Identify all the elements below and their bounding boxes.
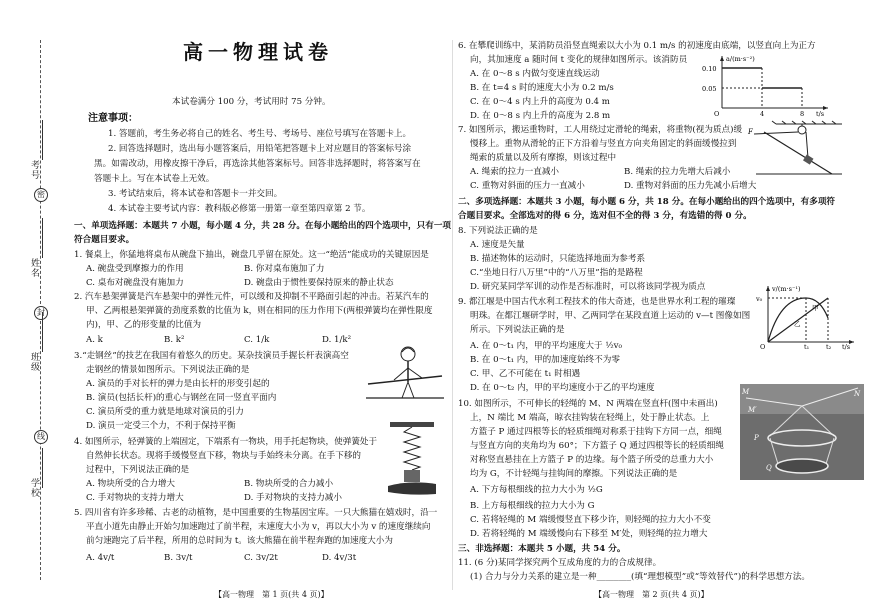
q9-option-b: B. 在 0～t₁ 内，甲的加速度始终不为零: [470, 355, 620, 365]
exam-title: 高一物理试卷: [183, 40, 333, 64]
q7-stem-3: 绳索的质量以及所有摩擦，则该过程中: [470, 153, 617, 163]
q10-stem-6: 均为 G，不计轻绳与挂钩间的摩擦。下列说法正确的是: [470, 469, 678, 479]
q7-option-b: B. 绳索的拉力先增大后减小: [624, 167, 731, 177]
q4-stem-1: 4. 如图所示，轻弹簧的上端固定，下端系有一物块，用手托起物块，使弹簧处于: [74, 437, 378, 447]
q7-option-a: A. 绳索的拉力一直减小: [470, 167, 560, 177]
q9-graph-ylabel: v/(m·s⁻¹): [772, 285, 801, 293]
margin-label-exam-number: 考号: [29, 160, 39, 180]
q6-stem-2: 向，其加速度 a 随时间 t 变化的规律如图所示。该消防员: [470, 55, 688, 65]
q7-option-d: D. 重物对斜面的压力先减小后增大: [624, 181, 757, 191]
q8-stem: 8. 下列说法正确的是: [458, 226, 538, 236]
q9-graph-origin: O: [760, 343, 766, 350]
q10-option-b: B. 上方每根细线的拉力大小为 G: [470, 501, 595, 511]
svg-text:F: F: [748, 128, 753, 136]
photo-label-p: P: [754, 434, 759, 442]
q8-option-d: D. 研究某同学军训的动作是否标准时，可以将该同学视为质点: [470, 282, 706, 292]
q1-stem: 1. 餐桌上，你猛地将桌布从碗盘下抽出，碗盘几乎留在原处。这一“绝活”能成功的关键原因是: [74, 250, 429, 260]
q5-stem-1: 5. 四川省有许多珍稀、古老的动植物，是中国重要的生物基因宝库。一只大熊猫在嬉戏时，沿一: [74, 508, 438, 518]
q7-stem-1: 7. 如图所示，搬运重物时，工人用绕过定滑轮的绳索，将重物(视为质点)缓: [458, 125, 743, 135]
q3-stem-1: 3.“走钢丝”的技艺在我国有着悠久的历史。某杂技演员手握长杆表演高空: [74, 351, 349, 361]
q6-graph-tick-010: 0.10: [702, 65, 717, 73]
q6-graph-origin: O: [714, 110, 720, 118]
q4-option-d: D. 手对物块的支持力减小: [244, 493, 342, 503]
exam-number-blank: [42, 120, 43, 160]
photo-label-m-prime: M′: [748, 406, 757, 414]
margin-label-school: 学校: [29, 478, 39, 498]
q6-graph-tick-8: 8: [800, 110, 805, 118]
q9-option-d: D. 在 0～t₂ 内，甲的平均速度小于乙的平均速度: [470, 383, 655, 393]
section-3-heading: 三、非选择题：本题共 5 小题，共 54 分。: [458, 544, 626, 554]
q10-option-a: A. 下方每根细线的拉力大小为 ½G: [470, 485, 603, 495]
seal-mark-mi: 密: [34, 188, 48, 202]
q5-stem-2: 平直小道先由静止开始匀加速跑过了前半程，末速度大小为 v，再以大小为 v 的速度继续向: [86, 522, 431, 532]
seal-mark-xian: 线: [34, 430, 48, 444]
note-1: 1. 答题前，考生务必将自己的姓名、考生号、考场号、座位号填写在答题卡上。: [108, 129, 412, 139]
q11-part-1: (1) 合力与分力关系的建立是一种________(填“理想模型”或“等效替代”)的科学思想方法。: [470, 572, 810, 582]
name-blank: [42, 218, 43, 258]
q6-acceleration-graph: [702, 52, 834, 118]
note-2-cont2: 答题卡上。写在本试卷上无效。: [94, 174, 215, 184]
note-2-cont: 黑。如需改动，用橡皮擦干净后，再选涂其他答案标号。回答非选择题时，将答案写在: [94, 159, 421, 169]
q8-option-c: C.“坐地日行八万里”中的“八万里”指的是路程: [470, 268, 643, 278]
class-blank: [42, 312, 43, 352]
photo-label-n: N: [854, 390, 861, 398]
page-1-footer: 【高一物理 第 1 页(共 4 页)】: [214, 590, 329, 599]
section-1-heading-cont: 符合题目要求。: [74, 235, 135, 245]
q10-stem-5: 对称竖直悬挂在上方篮子 P 的边缘。每个篮子所受的总重力大小: [470, 455, 714, 465]
q2-stem-3: 内)，甲、乙的形变量的比值为: [86, 320, 202, 330]
q9-option-a: A. 在 0～t₁ 内，甲的平均速度大于 ½v₀: [470, 341, 622, 351]
q1-option-a: A. 碗盘受到摩擦力的作用: [86, 264, 184, 274]
q6-option-d: D. 在 0～8 s 内上升的高度为 2.8 m: [470, 111, 611, 121]
note-2: 2. 回答选择题时，选出每小题答案后，用铅笔把答题卡上对应题目的答案标号涂: [108, 144, 412, 154]
q1-option-c: C. 桌布对碗盘没有施加力: [86, 278, 184, 288]
q9-stem-3: 所示。下列说法正确的是: [470, 325, 565, 335]
school-blank: [42, 448, 43, 488]
binding-margin: [0, 0, 62, 615]
note-3: 3. 考试结束后，将本试卷和答题卡一并交回。: [108, 189, 283, 199]
q6-option-a: A. 在 0～8 s 内做匀变速直线运动: [470, 69, 600, 79]
q9-graph-v0: v₀: [756, 295, 763, 303]
spring-block-figure: [380, 420, 444, 502]
q5-option-d: D. 4v/3t: [322, 553, 357, 563]
page-2-footer: 【高一物理 第 2 页(共 4 页)】: [594, 590, 709, 599]
q9-graph-t2: t₂: [826, 343, 832, 350]
q1-option-d: D. 碗盘由于惯性要保持原来的静止状态: [244, 278, 394, 288]
exam-info: 本试卷满分 100 分，考试用时 75 分钟。: [172, 97, 331, 107]
section-2-heading: 二、多项选择题：本题共 3 小题，每小题 6 分，共 18 分。在每小题给出的四个选项中，有多项符: [458, 197, 836, 207]
q4-stem-3: 过程中，下列说法正确的是: [86, 465, 190, 475]
q9-velocity-graph: [754, 282, 858, 350]
q2-stem-2: 甲、乙两根悬架弹簧的劲度系数的比值为 k，则在相同的压力作用下(两根弹簧均在弹性限度: [86, 306, 433, 316]
q9-graph-t1: t₁: [804, 343, 810, 350]
q4-stem-2: 自然伸长状态。现将手缓慢竖直下移，物块与手始终未分离。在手下移的: [86, 451, 362, 461]
q4-option-b: B. 物块所受的合力减小: [244, 479, 334, 489]
notes-title: 注意事项：: [88, 113, 138, 124]
q6-stem-1: 6. 在攀爬训练中，某消防员沿竖直绳索以大小为 0.1 m/s 的初速度由底端，以竖直向上为正方: [458, 41, 816, 51]
q3-option-b: B. 演员(包括长杆)的重心与钢丝在同一竖直平面内: [86, 393, 277, 403]
margin-label-name: 姓名: [29, 258, 39, 278]
section-2-heading-cont: 合题目要求。全部选对的得 6 分，选对但不全的得 3 分，有选错的得 0 分。: [458, 211, 752, 221]
q3-stem-2: 走钢丝的情景如图所示。下列说法正确的是: [86, 365, 250, 375]
q10-stem-4: 与竖直方向的夹角均为 60°；下方篮子 Q 通过四根等长的轻质细绳: [470, 441, 724, 451]
q9-graph-xlabel: t/s: [842, 343, 851, 350]
q5-option-b: B. 3v/t: [164, 553, 193, 563]
q11-stem: 11. (6 分)某同学探究两个互成角度的力的合成规律。: [458, 558, 662, 568]
q7-option-c: C. 重物对斜面的压力一直减小: [470, 181, 585, 191]
q3-option-d: D. 演员一定受三个力，不利于保持平衡: [86, 421, 236, 431]
margin-label-class: 班级: [29, 352, 39, 372]
page-divider: [452, 40, 453, 590]
q9-graph-jia: 甲: [812, 304, 819, 312]
seal-mark-feng: 封: [34, 306, 48, 320]
q4-option-c: C. 手对物块的支持力增大: [86, 493, 184, 503]
note-4: 4. 本试卷主要考试内容：教科版必修第一册第一章至第四章第 2 节。: [108, 204, 371, 214]
q10-stem-2: 上，N 端比 M 端高，晾衣挂钩装在轻绳上，处于静止状态。上: [470, 413, 710, 423]
q6-graph-xlabel: t/s: [816, 110, 825, 118]
q2-stem-1: 2. 汽车悬架弹簧是汽车悬架中的弹性元件，可以缓和及抑制不平路面引起的冲击。若某汽车的: [74, 292, 429, 302]
q5-option-c: C. 3v/2t: [244, 553, 278, 563]
q3-option-c: C. 演员所受的重力就是地球对演员的引力: [86, 407, 244, 417]
q6-option-b: B. 在 t=4 s 时的速度大小为 0.2 m/s: [470, 83, 614, 93]
q10-option-d: D. 若将轻绳的 M 端缓慢向右下移至 M′处，则轻绳的拉力增大: [470, 529, 708, 539]
q4-option-a: A. 物块所受的合力增大: [86, 479, 176, 489]
section-1-heading: 一、单项选择题：本题共 7 小题，每小题 4 分，共 28 分。在每小题给出的四个选项中，只有一项: [74, 221, 452, 231]
q2-option-c: C. 1/k: [244, 335, 270, 345]
q10-stem-1: 10. 如图所示，不可伸长的轻绳的 M、N 两端在竖直杆(图中未画出): [458, 399, 718, 409]
q2-option-b: B. k²: [164, 335, 185, 345]
q7-stem-2: 慢移上。重物从滑轮的正下方沿着与竖直方向夹角固定的斜面缓慢拉到: [470, 139, 737, 149]
q3-option-a: A. 演员的手对长杆的弹力是由长杆的形变引起的: [86, 379, 270, 389]
pulley-incline-figure: [746, 120, 846, 182]
tightrope-walker-figure: [364, 342, 446, 412]
q6-graph-ylabel: a/(m·s⁻²): [726, 55, 755, 63]
photo-label-q: Q: [766, 464, 772, 472]
q1-option-b: B. 你对桌布施加了力: [244, 264, 325, 274]
photo-label-m: M: [742, 388, 750, 396]
q5-option-a: A. 4v/t: [86, 553, 115, 563]
q9-option-c: C. 甲、乙不可能在 t₁ 时相遇: [470, 369, 581, 379]
q2-option-a: A. k: [86, 335, 103, 345]
q6-graph-tick-4: 4: [760, 110, 765, 118]
q9-stem-1: 9. 都江堰是中国古代水利工程技术的伟大奇迹，也是世界水利工程的璀璨: [458, 297, 736, 307]
hanging-baskets-photo: [740, 384, 864, 480]
q6-graph-tick-005: 0.05: [702, 85, 717, 93]
q2-option-d: D. 1/k²: [322, 335, 352, 345]
q8-option-a: A. 速度是矢量: [470, 240, 525, 250]
q10-option-c: C. 若将轻绳的 M 端缓慢竖直下移少许，则轻绳的拉力大小不变: [470, 515, 711, 525]
q6-option-c: C. 在 0～4 s 内上升的高度为 0.4 m: [470, 97, 610, 107]
q9-stem-2: 明珠。在都江堰研学时，甲、乙两同学在某段直道上运动的 v—t 图像如图: [470, 311, 751, 321]
q9-graph-yi: 乙: [794, 320, 801, 328]
q8-option-b: B. 描述物体的运动时，只能选择地面为参考系: [470, 254, 646, 264]
q10-stem-3: 方篮子 P 通过四根等长的轻质细绳对称系于挂钩下方同一点，细绳: [470, 427, 722, 437]
q5-stem-3: 前匀速跑完了后半程，所用的总时间为 t。该大熊猫在前半程奔跑的加速度大小为: [86, 536, 393, 546]
